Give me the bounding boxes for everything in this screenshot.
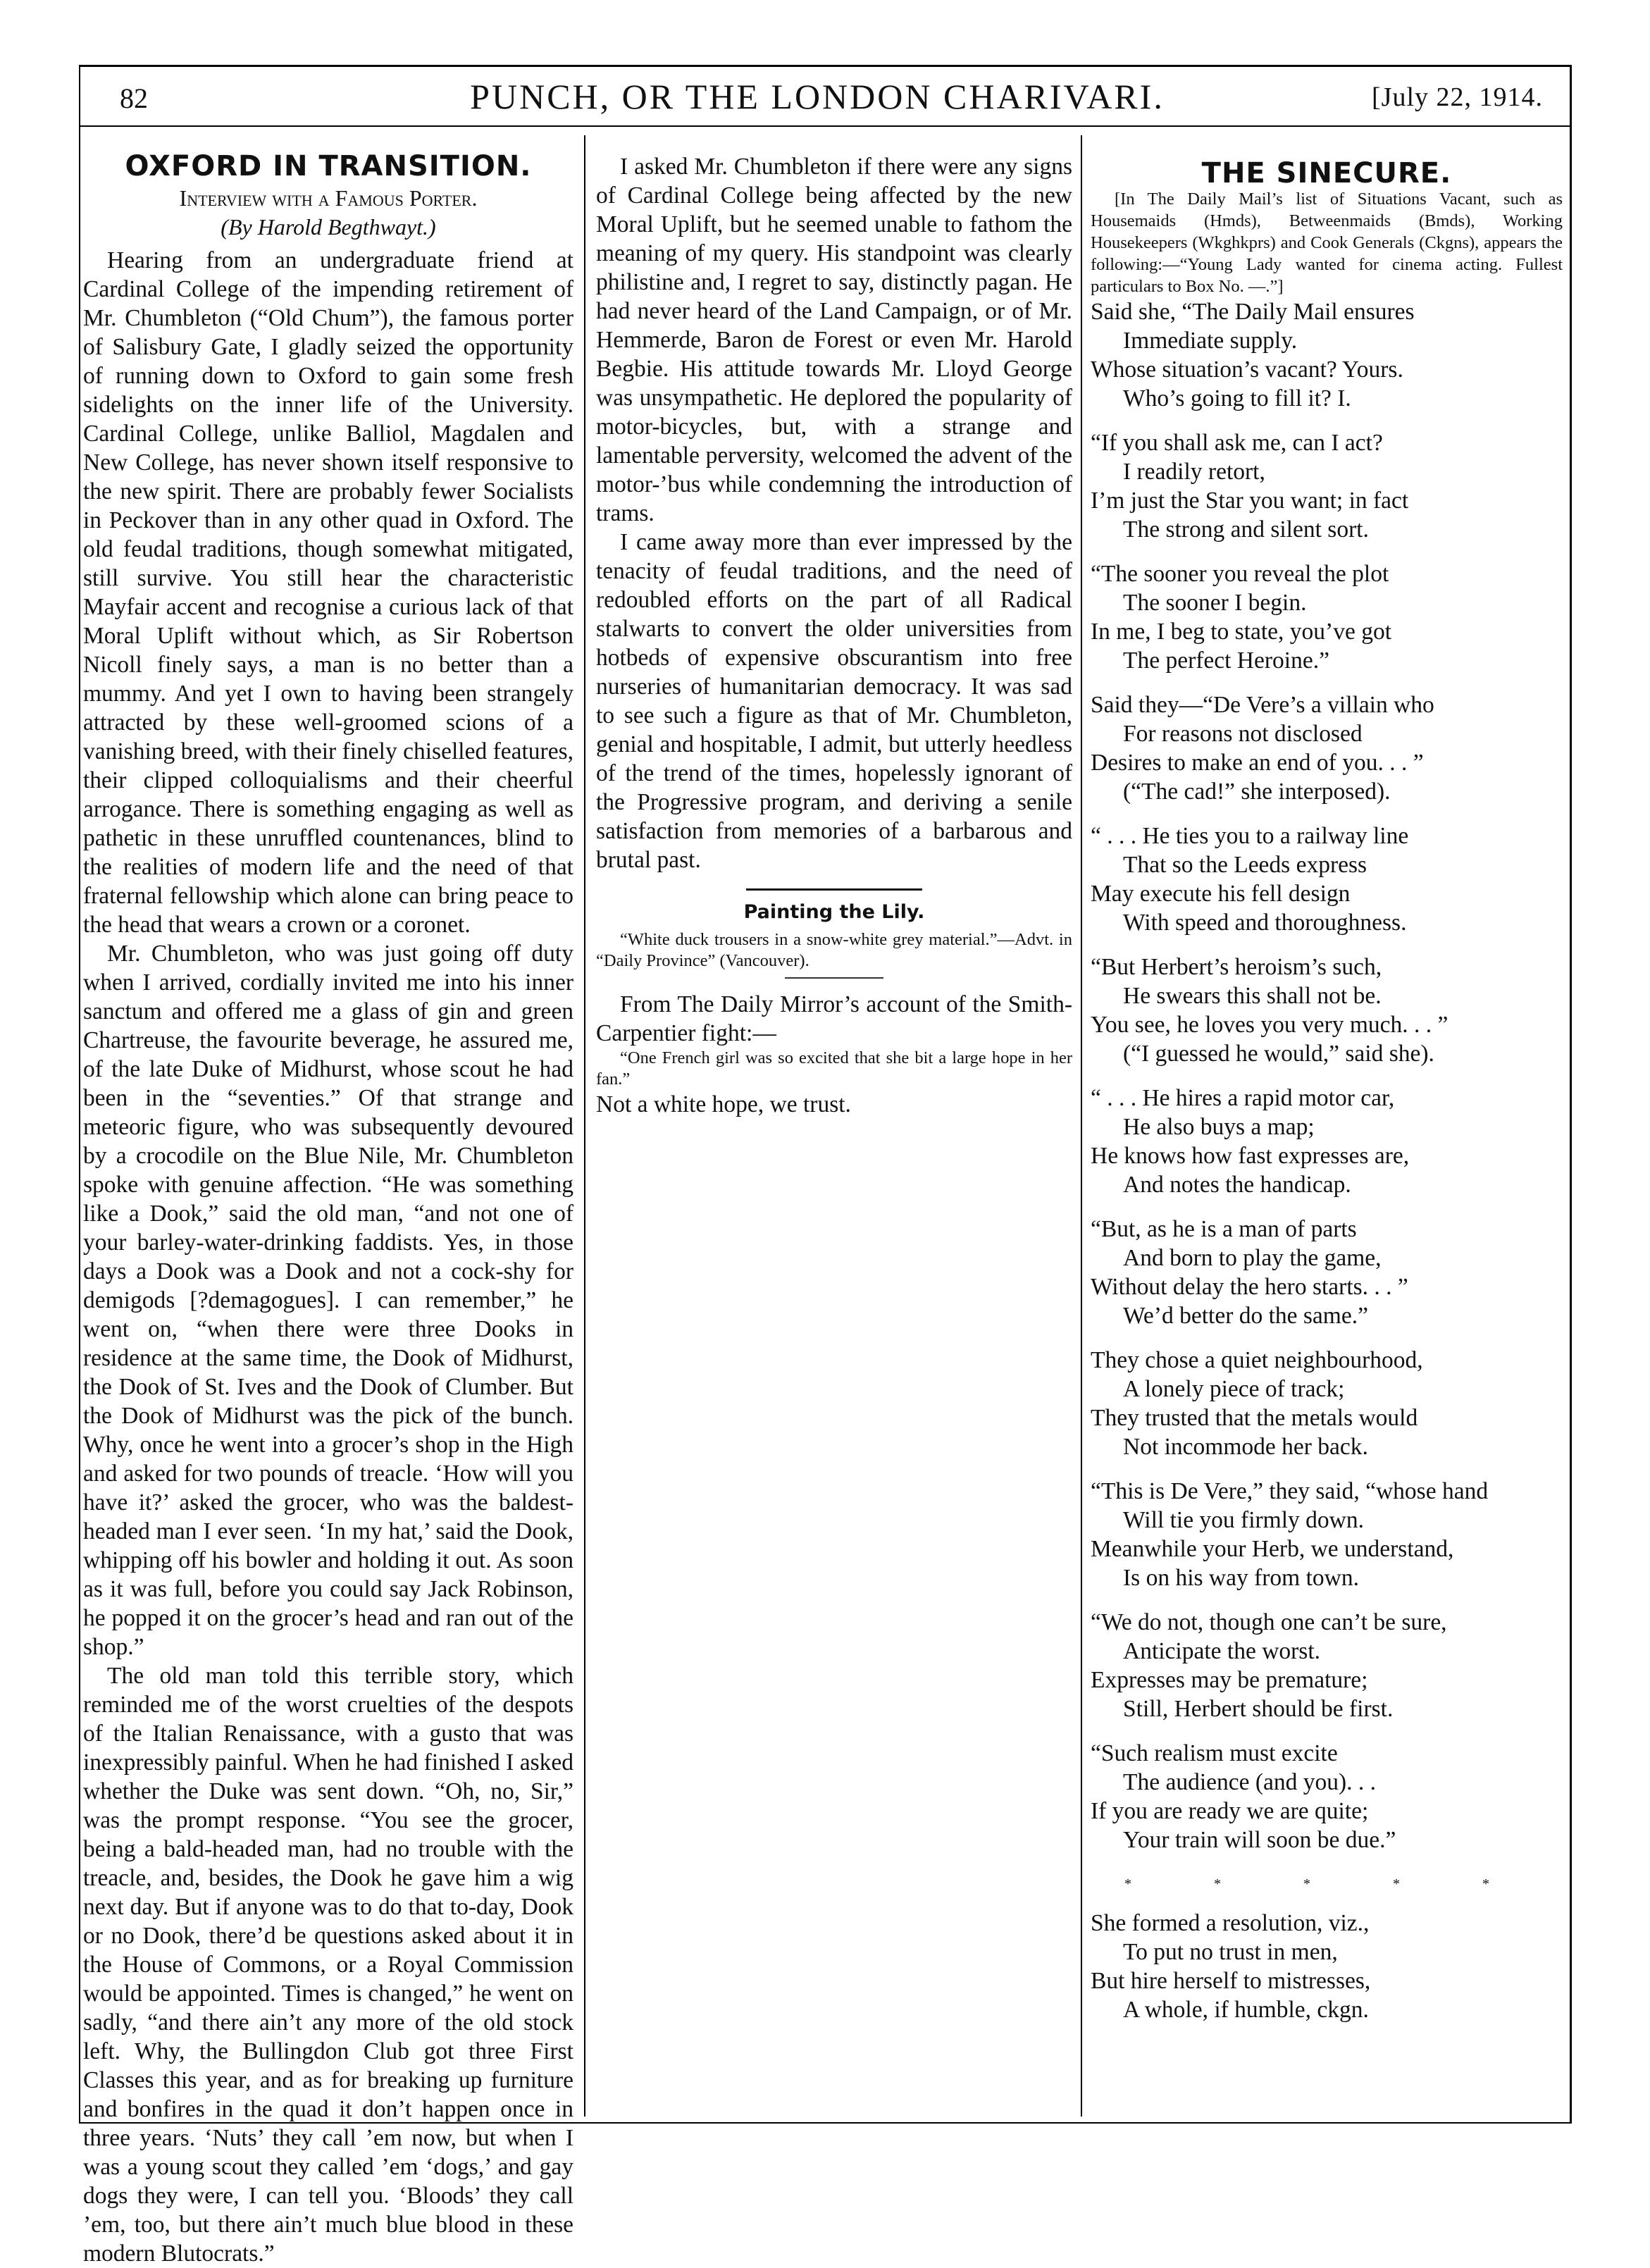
verse-line: Whose situation’s vacant? Yours. [1091, 357, 1403, 383]
article-byline: (By Harold Begthwayt.) [221, 214, 436, 240]
verse-line: The audience (and you). . . [1123, 1769, 1377, 1795]
verse-line: Immediate supply. [1123, 328, 1298, 354]
verse-line: And notes the handicap. [1123, 1172, 1351, 1198]
verse-line: Without delay the hero starts. . . ” [1091, 1274, 1408, 1300]
paragraph-1: Hearing from an undergraduate friend at Cardinal College of the impending retirement of Mr. Chumbleton (“Old Chum”), the famous porter of Salisbury Gate, I gladly seized the opportunity of running down to Oxford to gain some fresh sidelights on the inner life of the University. Cardinal College, unlike Balliol, Magdalen and New College, has never shown itself responsive to the new spirit. There are probably fewer Socialists in Peckover than in any other quad in Oxford. The old feudal traditions, though somewhat mitigated, still survive. You still hear the characteristic Mayfair accent and recognise a curious lack of that Moral Uplift without which, as Sir Robertson Nicoll finely says, a man is no better than a mummy. And yet I own to having been strangely attracted by these well-groomed scions of a vanishing breed, with their finely chiselled features, their clipped colloquialisms and their cheerful arrogance. There is something engaging as well as pathetic in these unruffled countenances, blind to the realities of modern life and the need of that fraternal fellowship which alone can bring peace to the head that wears a crown or a coronet. [83, 247, 573, 938]
verse-line: Desires to make an end of you. . . ” [1091, 750, 1424, 776]
column-3 [1091, 152, 1563, 2040]
issue-date: [July 22, 1914. [1372, 82, 1543, 112]
verse-line: The strong and silent sort. [1123, 516, 1369, 543]
stanza [1091, 1909, 1563, 2024]
verse-line: Is on his way from town. [1123, 1565, 1359, 1591]
verse-line: I’m just the Star you want; in fact [1091, 488, 1409, 514]
verse-line: “ . . . He hires a rapid motor car, [1091, 1085, 1395, 1111]
verse-line: Meanwhile your Herb, we understand, [1091, 1536, 1454, 1562]
verse-line: He swears this shall not be. [1123, 983, 1382, 1009]
running-title: PUNCH, OR THE LONDON CHARIVARI. [470, 77, 1165, 116]
verse-line: Will tie you firmly down. [1123, 1507, 1364, 1533]
filler-title: Painting the Lily. [743, 901, 925, 923]
stanza [1091, 822, 1563, 937]
paragraph-2: Mr. Chumbleton, who was just going off duty when I arrived, cordially invited me into his inner sanctum and offered me a glass of gin and green Chartreuse, the favourite beverage, he assured me, of the late Duke of Midhurst, whose scout he had been in the “seventies.” Of that strange and meteoric figure, who was subsequently devoured by a crocodile on the Blue Nile, Mr. Chumbleton spoke with genuine affection. “He was something like a Dook,” said the old man, “and not one of your barley-water-drinking faddists. Yes, in those days a Dook was a Dook and not a cock-shy for demigods [?demagogues]. I can remember,” he went on, “when there were three Dooks in residence at the same time, the Dook of Midhurst, the Dook of St. Ives and the Dook of Clumber. But the Dook of Midhurst was the pick of the bunch. Why, once he went into a grocer’s shop in the High and asked for two pounds of treacle. ‘How will you have it?’ asked the grocer, who was the baldest-headed man I ever seen. ‘In my hat,’ said the Dook, whipping off his bowler and holding it out. As soon as it was full, before you could say Jack Robinson, he popped it on the grocer’s head and ran out of the shop.” [83, 941, 573, 1660]
verse-line: Said she, “The Daily Mail ensures [1091, 299, 1415, 325]
verse-line: To put no trust in men, [1123, 1939, 1338, 1965]
verse-line: “If you shall ask me, can I act? [1091, 430, 1383, 456]
column-divider-2 [1081, 135, 1082, 2117]
stanza [1091, 1346, 1563, 1461]
article-title: OXFORD IN TRANSITION. [125, 150, 532, 182]
poem-title: THE SINECURE. [1201, 157, 1452, 190]
verse-line: A whole, if humble, ckgn. [1123, 1997, 1369, 2023]
verse-line: Your train will soon be due.” [1123, 1827, 1396, 1853]
verse-line: Who’s going to fill it? I. [1123, 385, 1351, 411]
stanza [1091, 1739, 1563, 1854]
verse-line: They trusted that the metals would [1091, 1405, 1418, 1431]
verse-line: Said they—“De Vere’s a villain who [1091, 692, 1434, 718]
section-rule [746, 888, 922, 891]
verse-line: In me, I beg to state, you’ve got [1091, 619, 1392, 645]
verse-line: But hire herself to mistresses, [1091, 1968, 1371, 1994]
verse-line: They chose a quiet neighbourhood, [1091, 1347, 1423, 1373]
verse-line: “But, as he is a man of parts [1091, 1216, 1357, 1242]
verse-line: That so the Leeds express [1123, 852, 1367, 878]
column-1 [83, 152, 573, 2268]
verse-line: We’d better do the same.” [1123, 1303, 1368, 1329]
poem-stanzas [1091, 297, 1563, 2024]
verse-line: “The sooner you reveal the plot [1091, 561, 1389, 587]
stanza [1091, 559, 1563, 675]
stanza [1091, 1215, 1563, 1330]
paragraph-4: I asked Mr. Chumbleton if there were any signs of Cardinal College being affected by the new Moral Uplift, but he seemed unable to fathom the meaning of my query. His standpoint was clearly philistine and, I regret to say, distinctly pagan. He had never heard of the Land Campaign, or of Mr. Hemmerde, Baron de Forest or even Mr. Harold Begbie. His attitude towards Mr. Lloyd George was unsympathetic. He deplored the popularity of motor-bicycles, but, with a strange and lamentable perversity, welcomed the advent of the motor-’bus while condemning the introduction of trams. [596, 154, 1072, 526]
verse-line: The sooner I begin. [1123, 590, 1307, 616]
filler-quote-2: “One French girl was so excited that she bit a large hope in her fan.” [596, 1048, 1072, 1089]
verse-line: “Such realism must excite [1091, 1740, 1338, 1766]
verse-line: Still, Herbert should be first. [1123, 1696, 1394, 1722]
section-stars: * * * * * [1124, 1876, 1529, 1892]
verse-line: “But Herbert’s heroism’s such, [1091, 954, 1382, 980]
verse-line: She formed a resolution, viz., [1091, 1910, 1370, 1936]
verse-line: The perfect Heroine.” [1123, 647, 1329, 674]
verse-line: For reasons not disclosed [1123, 721, 1363, 747]
verse-line: He also buys a map; [1123, 1114, 1315, 1140]
right-border [1570, 65, 1572, 2124]
paragraph-5: I came away more than ever impressed by the tenacity of feudal traditions, and the need of redoubled efforts on the part of all Radical stalwarts to convert the older universities from hotbeds of expensive obscurantism into free nurseries of humanitarian democracy. It was sad to see such a figure as that of Mr. Chumbleton, genial and hospitable, I admit, but utterly heedless of the trend of the times, hopelessly ignorant of the Progressive program, and deriving a senile satisfaction from memories of a barbarous and brutal past. [596, 529, 1072, 873]
filler-rule [785, 977, 883, 979]
verse-line: Anticipate the worst. [1123, 1638, 1321, 1664]
verse-line: If you are ready we are quite; [1091, 1798, 1369, 1824]
verse-line: You see, he loves you very much. . . ” [1091, 1012, 1449, 1038]
verse-line: A lonely piece of track; [1123, 1376, 1345, 1402]
stanza [1091, 1084, 1563, 1199]
stanza [1091, 1477, 1563, 1592]
stanza [1091, 297, 1563, 413]
filler-closing: Not a white hope, we trust. [596, 1091, 851, 1117]
column-2 [596, 152, 1072, 1119]
filler-lead: From The Daily Mirror’s account of the Smith-Carpentier fight:— [596, 991, 1072, 1046]
page-header [85, 76, 1550, 125]
stanza [1091, 428, 1563, 544]
verse-line: He knows how fast expresses are, [1091, 1143, 1410, 1169]
verse-line: (“The cad!” she interposed). [1123, 779, 1391, 805]
verse-line: I readily retort, [1123, 459, 1265, 485]
stanza [1091, 1608, 1563, 1723]
column-divider-1 [584, 135, 585, 2117]
page-number: 82 [120, 82, 148, 114]
verse-line: “This is De Vere,” they said, “whose hand [1091, 1478, 1489, 1504]
verse-line: May execute his fell design [1091, 881, 1351, 907]
header-rule [79, 125, 1571, 127]
verse-line: (“I guessed he would,” said she). [1123, 1041, 1434, 1067]
article-subtitle: Interview with a Famous Porter. [179, 185, 478, 211]
stanza [1091, 953, 1563, 1068]
stanza [1091, 690, 1563, 806]
top-rule [79, 65, 1571, 67]
filler-quote: “White duck trousers in a snow-white grey material.”—Advt. in “Daily Province” (Vancouver). [596, 930, 1072, 970]
paragraph-3: The old man told this terrible story, which reminded me of the worst cruelties of the despots of the Italian Renaissance, with a gusto that was inexpressibly painful. When he had finished I asked whether the Duke was sent down. “Oh, no, Sir,” was the prompt response. “You see the grocer, being a bald-headed man, had no trouble with the treacle, and, besides, the Dook he gave him a wig next day. But if anyone was to do that to-day, Dook or no Dook, there’d be questions asked about it in the House of Commons, or a Royal Commission would be appointed. Times is changed,” he went on sadly, “and there ain’t any more of the old stock left. Why, the Bullingdon Club got three First Classes this year, and as for breaking up furniture and bonfires in the quad it don’t happen once in three years. ‘Nuts’ they call ’em now, but when I was a young scout they called ’em ‘dogs,’ and gay dogs they were, I can tell you. ‘Bloods’ they call ’em, too, but there ain’t much blue blood in these modern Blutocrats.” [83, 1663, 573, 2267]
poem-note: [In The Daily Mail’s list of Situations Vacant, such as Housemaids (Hmds), Betweenmaids (Bmds), Working Housekeepers (Wkghkprs) and Cook Generals (Ckgns), appears the following:—“Young Lady wanted for cinema acting. Fullest particulars to Box No. —.”] [1091, 190, 1563, 296]
verse-line: And born to play the game, [1123, 1245, 1382, 1271]
verse-line: Not incommode her back. [1123, 1434, 1368, 1460]
verse-line: “We do not, though one can’t be sure, [1091, 1609, 1447, 1635]
verse-line: “ . . . He ties you to a railway line [1091, 823, 1409, 849]
verse-line: With speed and thoroughness. [1123, 910, 1407, 936]
verse-line: Expresses may be premature; [1091, 1667, 1368, 1693]
left-border [79, 65, 80, 2124]
